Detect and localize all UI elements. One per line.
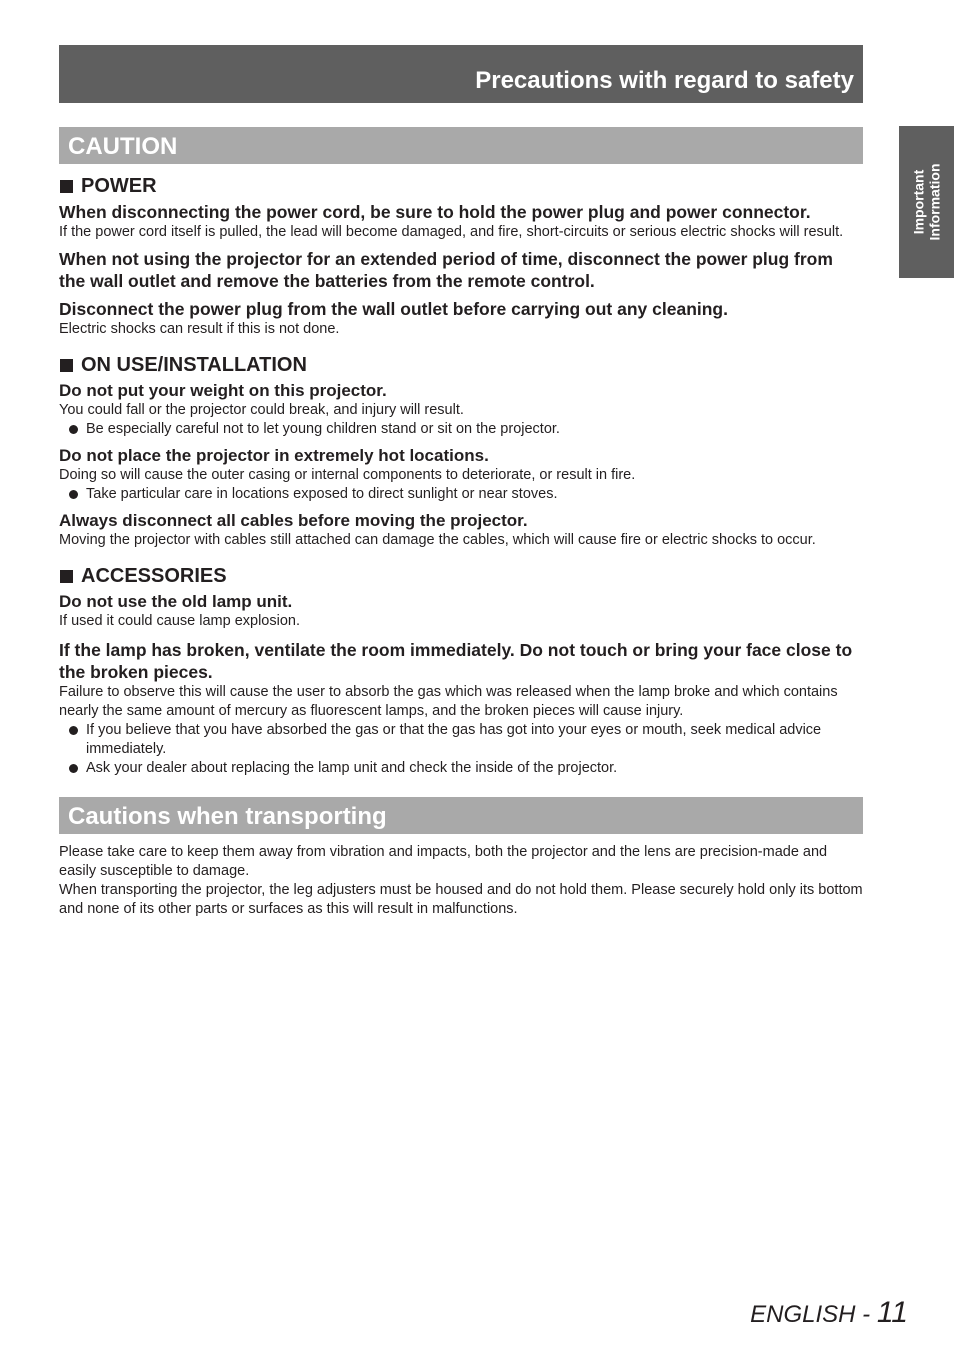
page-header-title: Precautions with regard to safety	[475, 67, 854, 94]
accessories-warning-1: Do not use the old lamp unit.	[59, 592, 293, 611]
page-footer	[750, 1296, 908, 1330]
power-warning-2: When not using the projector for an extended period of time, disconnect the power plug from the wall outlet and remove the batteries from the remote control.	[59, 249, 833, 291]
footer-separator: -	[855, 1301, 877, 1328]
use-text-1: You could fall or the projector could break, and injury will result.	[59, 402, 464, 418]
use-text-3: Moving the projector with cables still attached can damage the cables, which will cause fire or electric shocks to occur.	[59, 532, 816, 548]
power-heading	[59, 174, 863, 198]
side-tab-important-information	[899, 126, 954, 278]
use-bullet-1: Be especially careful not to let young children stand or sit on the projector.	[86, 421, 560, 437]
accessories-heading-label: ACCESSORIES	[81, 565, 227, 587]
use-heading	[59, 353, 863, 377]
side-tab-label	[911, 164, 943, 241]
accessories-heading	[59, 564, 863, 588]
list-item	[59, 721, 863, 759]
use-bullet-2: Take particular care in locations exposed to direct sunlight or near stoves.	[86, 486, 558, 502]
power-warning-1: When disconnecting the power cord, be sure to hold the power plug and power connector.	[59, 202, 811, 222]
footer-language: ENGLISH	[750, 1301, 856, 1328]
caution-heading: CAUTION	[59, 127, 863, 164]
power-heading-label: POWER	[81, 175, 157, 197]
square-bullet-icon	[60, 180, 73, 193]
list-item	[59, 759, 863, 778]
accessories-warning-2: If the lamp has broken, ventilate the room immediately. Do not touch or bring your face close to the broken pieces.	[59, 640, 853, 682]
bullet-dot-icon	[69, 726, 78, 735]
accessories-bullet-2: Ask your dealer about replacing the lamp unit and check the inside of the projector.	[86, 760, 618, 776]
power-text-3: Electric shocks can result if this is not done.	[59, 321, 340, 337]
page-number: 11	[876, 1296, 908, 1329]
main-content	[59, 127, 863, 919]
side-tab-line2: Information	[926, 163, 943, 241]
use-text-2: Doing so will cause the outer casing or internal components to deteriorate, or result in fire.	[59, 467, 636, 483]
side-tab-line1: Important	[910, 169, 927, 235]
transport-heading: Cautions when transporting	[59, 797, 863, 834]
accessories-text-1: If used it could cause lamp explosion.	[59, 613, 300, 629]
bullet-dot-icon	[69, 764, 78, 773]
accessories-text-2: Failure to observe this will cause the user to absorb the gas which was released when the lamp broke and which contains nearly the same amount of mercury as fluorescent lamps, and the broken pieces will cause injury.	[59, 684, 838, 719]
page-header	[59, 45, 863, 103]
transport-text-2: When transporting the projector, the leg adjusters must be housed and do not hold them. Please securely hold only its bottom and none of its other parts or surfaces as this will result in malfunctions.	[59, 882, 863, 917]
list-item	[59, 420, 863, 439]
square-bullet-icon	[60, 570, 73, 583]
transport-text-1: Please take care to keep them away from vibration and impacts, both the projector and the lens are precision-made and easily susceptible to damage.	[59, 844, 828, 879]
bullet-dot-icon	[69, 490, 78, 499]
accessories-bullet-1: If you believe that you have absorbed the gas or that the gas has got into your eyes or mouth, seek medical advice immediately.	[86, 722, 822, 757]
square-bullet-icon	[60, 359, 73, 372]
use-heading-label: ON USE/INSTALLATION	[81, 354, 307, 376]
use-warning-2: Do not place the projector in extremely hot locations.	[59, 446, 489, 465]
bullet-dot-icon	[69, 425, 78, 434]
use-warning-1: Do not put your weight on this projector.	[59, 381, 387, 400]
list-item	[59, 485, 863, 504]
power-text-1: If the power cord itself is pulled, the lead will become damaged, and fire, short-circuits or serious electric shocks will result.	[59, 224, 844, 240]
use-warning-3: Always disconnect all cables before moving the projector.	[59, 511, 528, 530]
power-warning-3: Disconnect the power plug from the wall outlet before carrying out any cleaning.	[59, 299, 728, 319]
